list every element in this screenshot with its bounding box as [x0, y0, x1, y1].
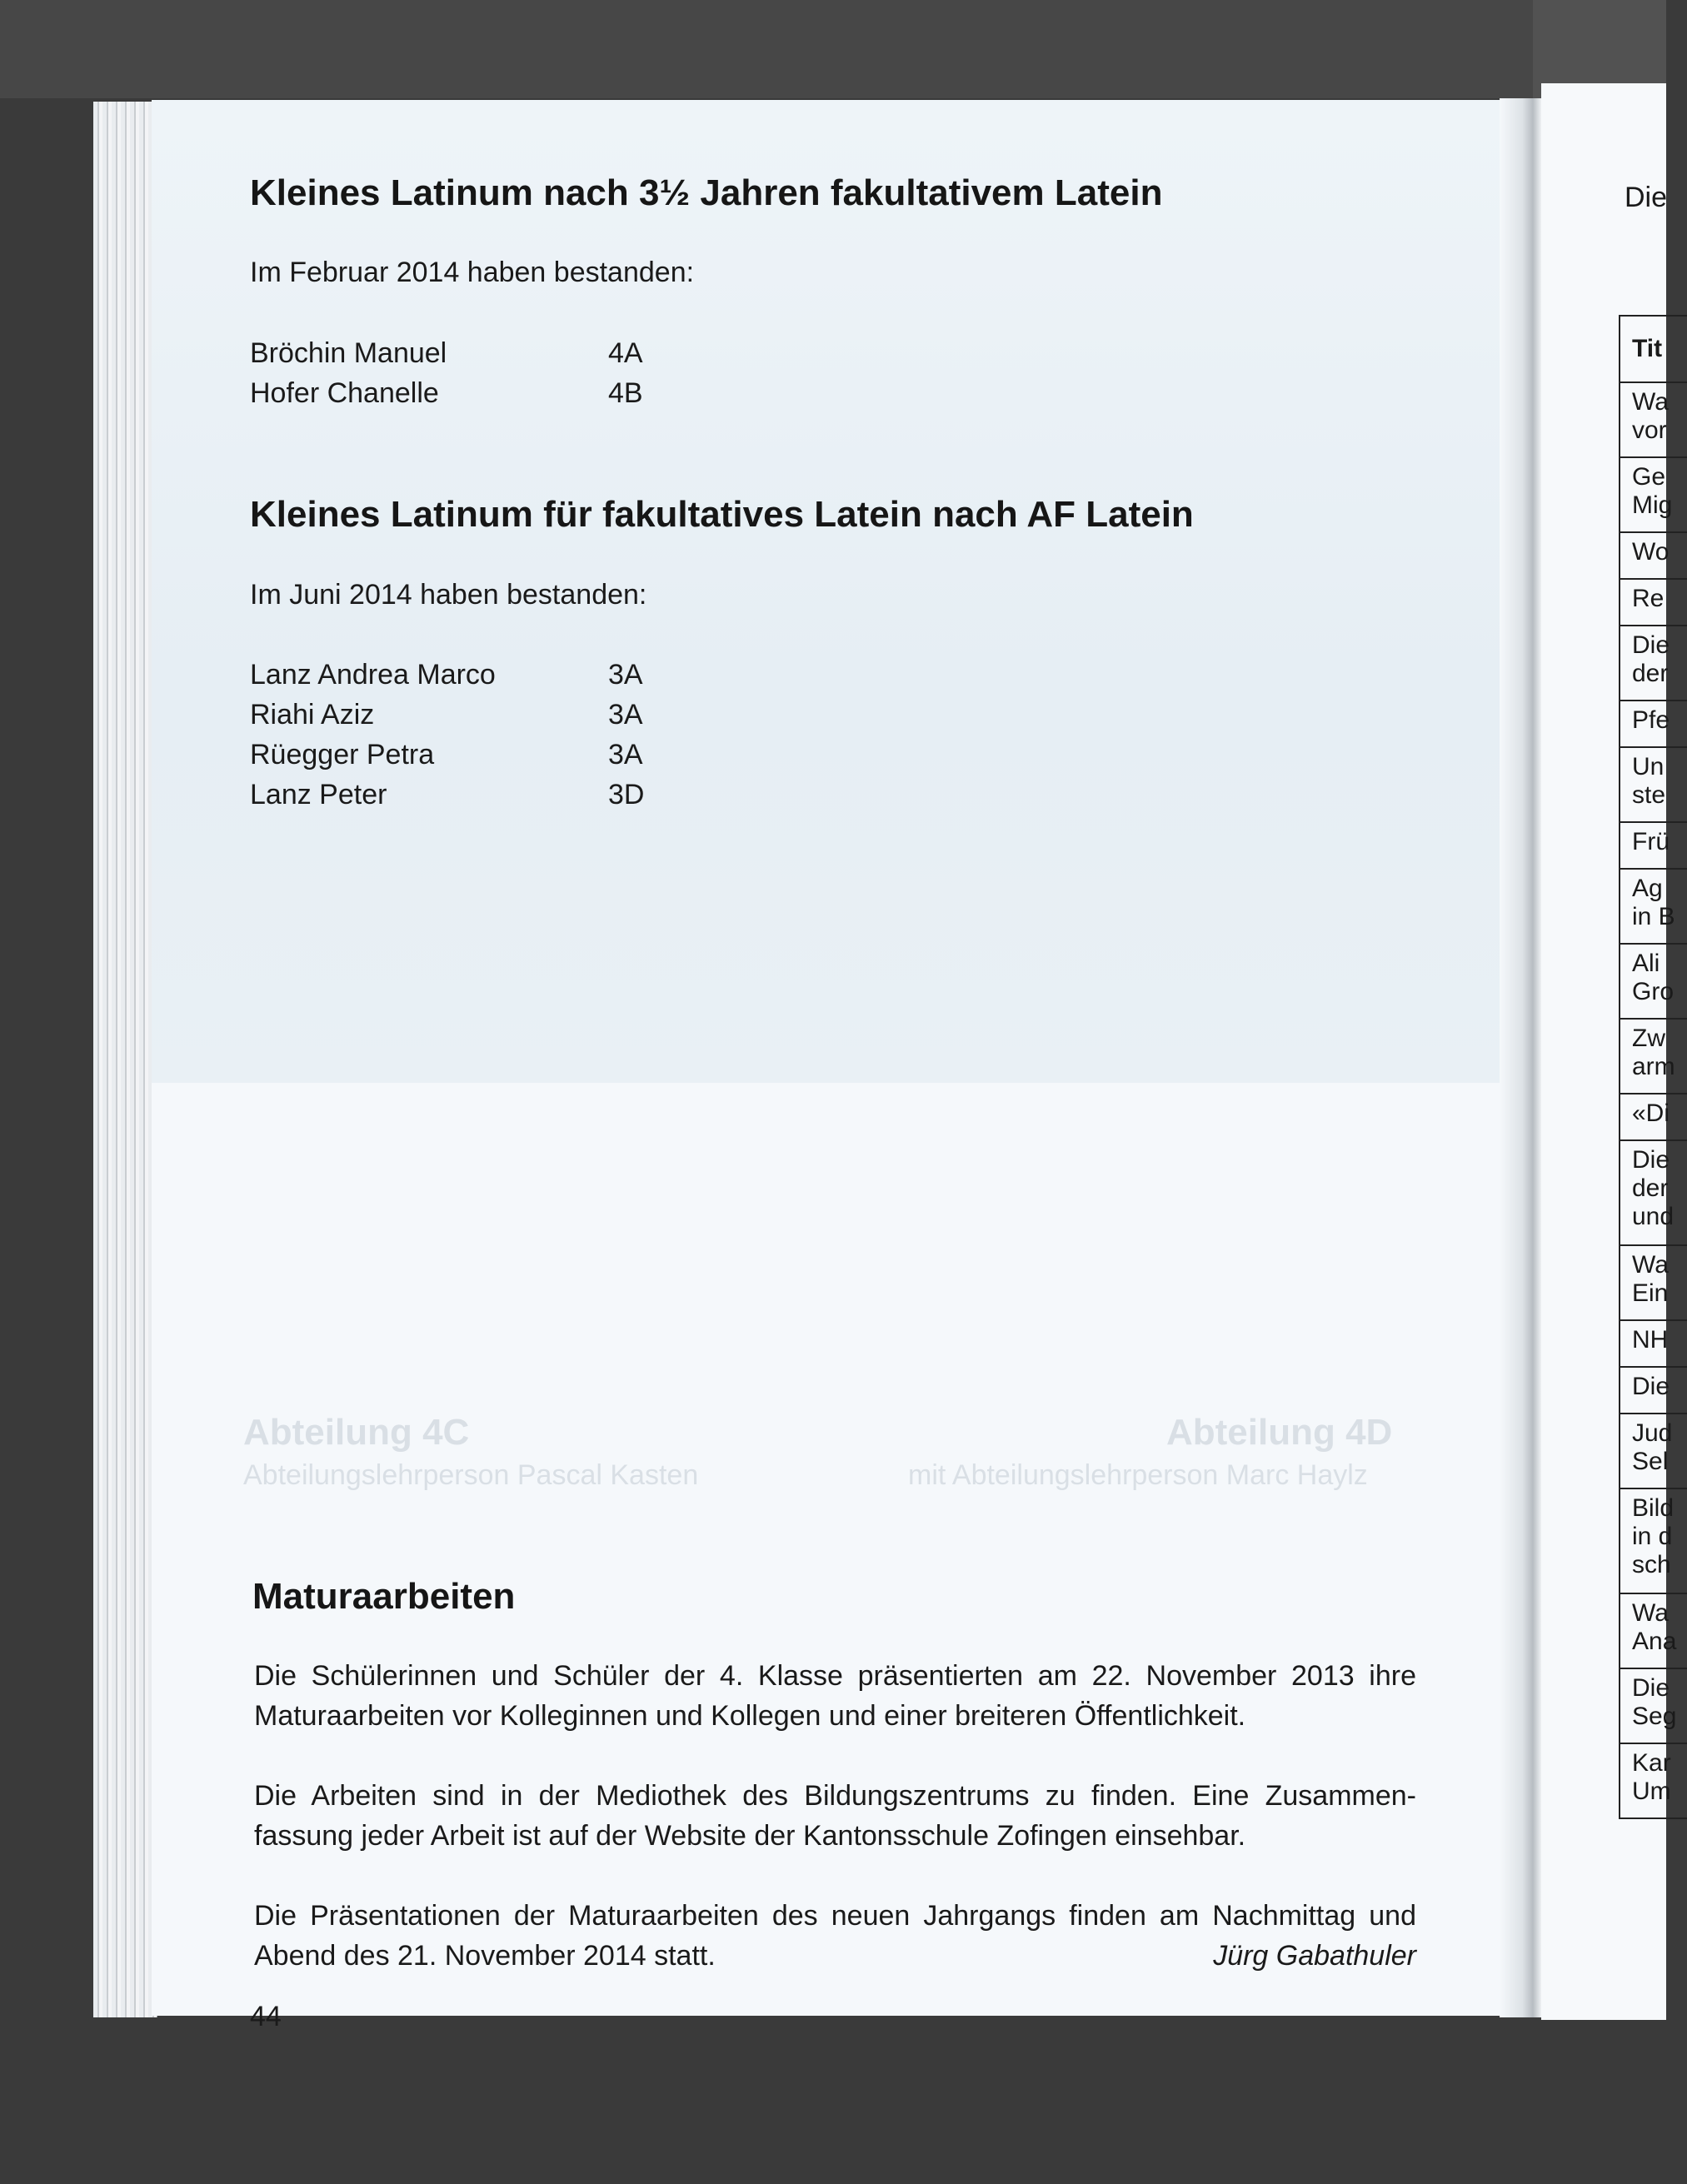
entry-name: Riahi Aziz: [250, 699, 375, 730]
show-through-heading-right: Abteilung 4D: [1166, 1412, 1393, 1453]
table-header: Tit: [1620, 317, 1687, 383]
table-row: Wa Ana: [1620, 1594, 1687, 1669]
table-row: Die der: [1620, 626, 1687, 701]
entry-name: Lanz Andrea Marco: [250, 659, 496, 691]
page-number: 44: [250, 2001, 282, 2032]
paragraph: [254, 1896, 1416, 1976]
entry-class: 3D: [608, 779, 645, 810]
section2-intro: Im Juni 2014 haben bestanden:: [250, 579, 647, 611]
show-through-sub-right: mit Abteilungslehrperson Marc Haylz: [908, 1459, 1368, 1491]
table-row: Die der und: [1620, 1141, 1687, 1246]
paragraph: Die Arbeiten sind in der Mediothek des Bildungszentrums zu finden. Eine Zusammen-fassung jeder Arbeit ist auf der Website der Kantonsschule Zofingen einsehbar.: [254, 1780, 1416, 1852]
table-row: Jud Sel: [1620, 1414, 1687, 1489]
table-row: Kar Um: [1620, 1744, 1687, 1819]
entry-class: 4A: [608, 337, 643, 369]
table-row: Ali Gro: [1620, 945, 1687, 1020]
book-gutter: [1500, 98, 1541, 2017]
table-row: Die Seg: [1620, 1669, 1687, 1744]
entry-name: Bröchin Manuel: [250, 337, 447, 369]
show-through-sub-left: Abteilungslehrperson Pascal Kasten: [243, 1459, 699, 1491]
section-title-latinum-3half: Kleines Latinum nach 3½ Jahren fakultativem Latein: [250, 172, 1163, 213]
table-row: Ag in B: [1620, 870, 1687, 945]
right-page-text: Die: [1625, 182, 1668, 213]
table-row: Zw arm: [1620, 1020, 1687, 1094]
table-row: Die: [1620, 1368, 1687, 1414]
entry-class: 4B: [608, 377, 643, 409]
section-title-maturaarbeiten: Maturaarbeiten: [252, 1576, 516, 1617]
right-page-table: [1619, 315, 1687, 1819]
entry-name: Lanz Peter: [250, 779, 387, 810]
table-row: Un ste: [1620, 748, 1687, 823]
table-row: Wa Ein: [1620, 1246, 1687, 1321]
table-row: Pfe: [1620, 701, 1687, 748]
show-through-heading-left: Abteilung 4C: [243, 1412, 470, 1453]
entry-class: 3A: [608, 659, 643, 691]
scan-background-top: [0, 0, 1666, 98]
section1-intro: Im Februar 2014 haben bestanden:: [250, 257, 695, 288]
table-row: Ge Mig: [1620, 458, 1687, 533]
table-row: Wo: [1620, 533, 1687, 580]
table-row: Re: [1620, 580, 1687, 626]
signature: Jürg Gabathuler: [1213, 1940, 1416, 1972]
table-row: Wa vor: [1620, 383, 1687, 458]
entry-class: 3A: [608, 739, 643, 770]
entry-name: Hofer Chanelle: [250, 377, 439, 409]
paragraph-text: Die Präsentationen der Maturaarbeiten des neuen Jahrgangs finden am Nachmittag und Abend des 21. November 2014 statt.: [254, 1900, 1416, 1972]
table-row: Bild in d sch: [1620, 1489, 1687, 1594]
table-row: «Di: [1620, 1094, 1687, 1141]
paragraph: Die Schülerinnen und Schüler der 4. Klasse präsentierten am 22. November 2013 ihre Maturaarbeiten vor Kolleginnen und Kollegen und einer breiteren Öffentlichkeit.: [254, 1660, 1416, 1732]
page-edges: [93, 102, 157, 2017]
entry-class: 3A: [608, 699, 643, 730]
section-title-latinum-af: Kleines Latinum für fakultatives Latein nach AF Latein: [250, 494, 1194, 535]
entry-name: Rüegger Petra: [250, 739, 435, 770]
table-row: NH: [1620, 1321, 1687, 1368]
table-row: Frü: [1620, 823, 1687, 870]
